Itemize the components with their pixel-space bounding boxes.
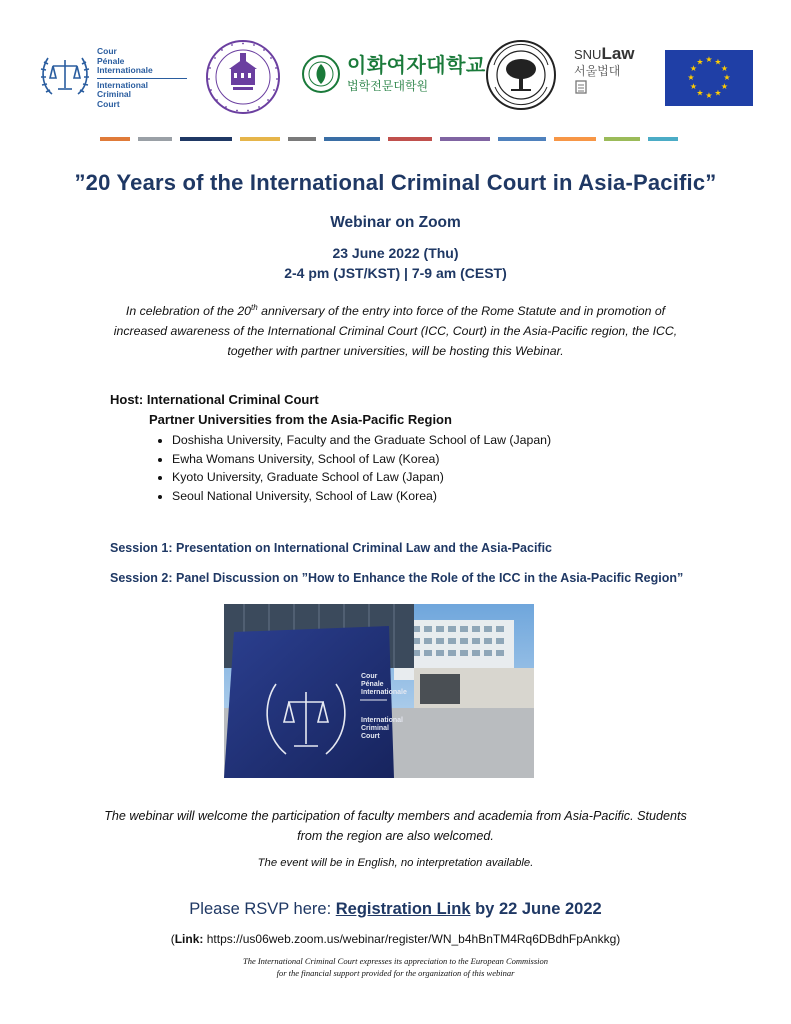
snu-prefix: SNU xyxy=(574,47,602,62)
list-item: • Ewha Womans University, School of Law (Korea) xyxy=(172,450,551,469)
icc-building-photo xyxy=(224,604,534,778)
intro-text: anniversary of the entry into force of the Rome Statute and in promotion of increased awareness of the International Criminal Court (ICC, Court) in the Asia-Pacific region, the ICC, together with partner universities, will be hosting this Webinar. xyxy=(113,304,678,359)
divider-segment xyxy=(498,137,546,141)
partners-heading: Partner Universities from the Asia-Pacific Region xyxy=(149,412,452,427)
welcome-paragraph: The webinar will welcome the participation of faculty members and academia from Asia-Pacific. Students from the region are also welcomed. xyxy=(104,809,687,843)
divider-segment xyxy=(180,137,232,141)
ewha-subname: 법학전문대학원 xyxy=(347,79,429,93)
list-item: • Kyoto University, Graduate School of Law (Japan) xyxy=(172,468,551,487)
event-date: 23 June 2022 (Thu) xyxy=(332,245,459,261)
kyoto-university-seal-icon xyxy=(485,39,557,111)
session-2-heading: Session 2: Panel Discussion on ”How to Enhance the Role of the ICC in the Asia-Pacific Region” xyxy=(110,571,684,585)
event-title: ”20 Years of the International Criminal Court in Asia-Pacific” xyxy=(74,170,717,195)
registration-link[interactable]: Registration Link xyxy=(335,900,471,918)
icc-wordmark xyxy=(97,47,187,109)
acknowledgement-line: for the financial support provided for the organization of this webinar xyxy=(276,967,515,978)
zoom-url[interactable]: https://us06web.zoom.us/webinar/register/WN_b4hBnTM4Rq6DBdhFpAnkkg xyxy=(203,932,617,946)
svg-text:★: ★ xyxy=(705,91,713,100)
divider-segment xyxy=(388,137,432,141)
doshisha-seal-icon xyxy=(205,39,281,115)
event-subtitle: Webinar on Zoom xyxy=(330,214,461,231)
icc-logo-line: Internationale xyxy=(97,65,153,75)
divider-segment xyxy=(440,137,490,141)
rsvp-deadline: by 22 June 2022 xyxy=(470,900,602,918)
icc-logo-line: Pénale xyxy=(97,55,125,66)
sign-text-line: International xyxy=(361,717,404,724)
svg-text:★: ★ xyxy=(720,82,729,91)
svg-text:★: ★ xyxy=(723,73,731,82)
icc-logo-line: Cour xyxy=(97,46,117,56)
partner-logos xyxy=(0,0,791,130)
svg-text:★: ★ xyxy=(720,64,729,73)
icc-logo-rule xyxy=(97,78,187,79)
event-time: 2-4 pm (JST/KST) | 7-9 am (CEST) xyxy=(284,265,507,281)
divider-segment xyxy=(100,137,130,141)
intro-superscript: th xyxy=(251,303,258,312)
ewha-name: 이화여자대학교 xyxy=(347,55,486,77)
sign-text-line: Court xyxy=(361,733,380,740)
sign-text-line: Internationale xyxy=(361,689,407,696)
svg-text:★: ★ xyxy=(696,88,704,98)
snu-law-wordmark xyxy=(574,46,635,100)
color-divider xyxy=(100,137,680,141)
snu-law: Law xyxy=(601,44,635,63)
host-line: Host: International Criminal Court xyxy=(110,392,319,407)
divider-segment xyxy=(240,137,280,141)
language-note: The event will be in English, no interpretation available. xyxy=(257,857,534,869)
sign-text-line: Criminal xyxy=(361,725,390,732)
intro-paragraph xyxy=(110,298,681,361)
icc-logo-line: Court xyxy=(97,98,120,109)
svg-text:★: ★ xyxy=(696,57,704,67)
sign-text-line: Cour xyxy=(361,673,378,680)
divider-segment xyxy=(288,137,316,141)
sign-text-line: Pénale xyxy=(361,681,384,688)
zoom-link-line: (Link: https://us06web.zoom.us/webinar/register/WN_b4hBnTM4Rq6DBdhFpAnkkg) xyxy=(170,932,621,946)
acknowledgement-line: The International Criminal Court expresses its appreciation to the European Commission xyxy=(242,956,549,966)
ewha-wordmark xyxy=(347,54,486,94)
svg-text:★: ★ xyxy=(689,64,698,73)
eu-flag-icon xyxy=(665,50,753,106)
icc-logo-line: International xyxy=(97,79,149,90)
svg-text:★: ★ xyxy=(687,73,695,82)
snu-name xyxy=(574,46,635,63)
divider-segment xyxy=(138,137,172,141)
rsvp-line xyxy=(0,900,791,919)
icc-logo-line: Criminal xyxy=(97,89,132,99)
divider-segment xyxy=(604,137,640,141)
svg-text:★: ★ xyxy=(689,82,698,91)
divider-segment xyxy=(648,137,678,141)
snu-emblem-icon xyxy=(574,79,588,95)
divider-segment xyxy=(324,137,380,141)
svg-text:★: ★ xyxy=(714,88,722,98)
list-item: • Doshisha University, Faculty and the Graduate School of Law (Japan) xyxy=(172,431,551,450)
rsvp-prefix: Please RSVP here: xyxy=(189,900,336,918)
icc-emblem-icon xyxy=(38,50,92,98)
snu-korean-name: 서울법대 xyxy=(574,64,621,78)
ewha-seal-icon xyxy=(301,54,341,94)
svg-text:★: ★ xyxy=(705,55,713,64)
intro-text: In celebration of the 20 xyxy=(125,304,252,319)
svg-text:★: ★ xyxy=(714,57,722,67)
list-item: • Seoul National University, School of Law (Korea) xyxy=(172,487,551,506)
link-label: Link: xyxy=(174,932,204,946)
session-1-heading: Session 1: Presentation on International Criminal Law and the Asia-Pacific xyxy=(110,541,552,555)
acknowledgement xyxy=(0,956,791,979)
university-list xyxy=(152,431,551,506)
divider-segment xyxy=(554,137,596,141)
